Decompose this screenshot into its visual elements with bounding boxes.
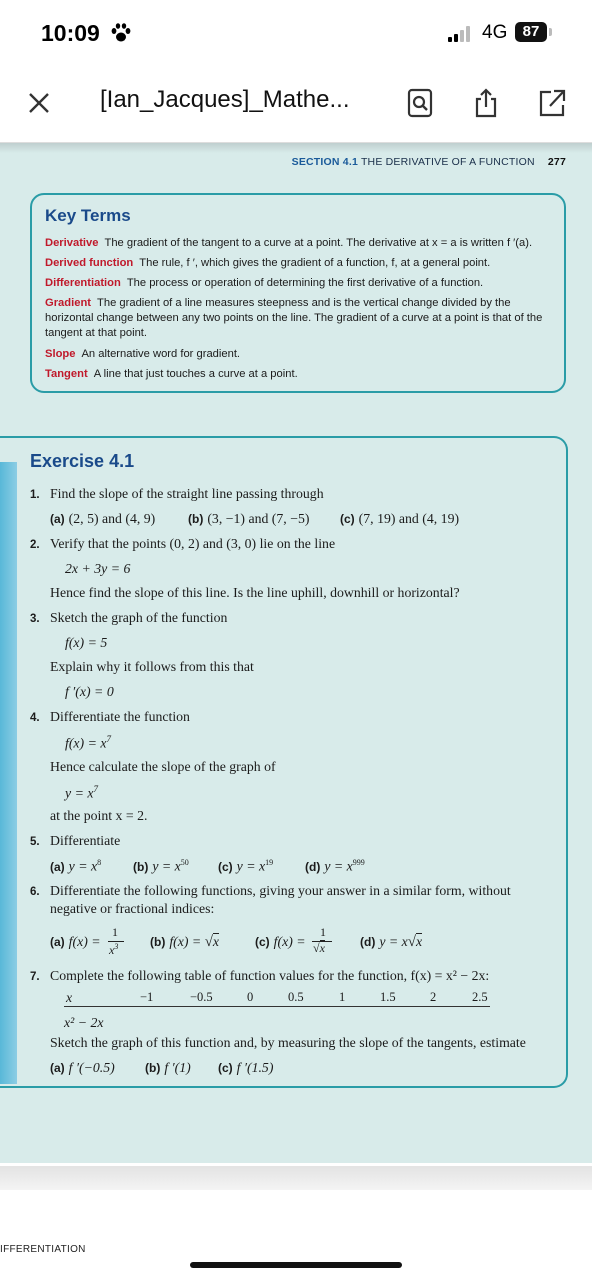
radicand: x [416, 934, 423, 949]
question-text: Explain why it follows from this that [50, 659, 254, 674]
home-indicator[interactable] [190, 1262, 402, 1268]
document-title: [Ian_Jacques]_Mathe... [100, 86, 350, 113]
table-cell: 0.5 [288, 990, 304, 1004]
key-term-row [45, 367, 557, 382]
question-number: 6. [30, 886, 40, 898]
key-term-definition: The gradient of the tangent to a curve at a point. The derivative at x = a is written f ′(a). [104, 237, 533, 249]
part-text: f(x) = [169, 934, 202, 949]
question-text: Complete the following table of function values for the function, f(x) = x² − 2x: [50, 968, 490, 983]
part-label: (b) [133, 859, 149, 874]
question-part [133, 858, 189, 875]
part-text: y = x [236, 858, 266, 874]
section-number: SECTION 4.1 [291, 156, 358, 168]
denominator-exponent: 3 [114, 942, 119, 951]
equation-base: y = x [65, 785, 94, 801]
equation: f(x) = 5 [65, 635, 108, 650]
question-part [188, 511, 309, 527]
part-label: (b) [150, 935, 166, 949]
question-text: Differentiate the function [50, 709, 190, 724]
key-term-label: Derived function [45, 257, 134, 269]
key-term-row [45, 256, 557, 271]
part-text: y = x [152, 858, 181, 874]
table-cell: −0.5 [190, 990, 213, 1004]
part-text: f ′(1) [164, 1060, 191, 1075]
part-label: (a) [50, 935, 65, 949]
key-term-definition: An alternative word for gradient. [81, 348, 241, 360]
signal-icon [446, 24, 476, 44]
fraction-numerator: 1 [112, 925, 118, 939]
key-term-row [45, 236, 557, 251]
table-cell: 1 [339, 990, 346, 1004]
table-cell: 0 [247, 990, 254, 1004]
question-number: 2. [30, 539, 40, 551]
part-text: y = x [379, 934, 408, 949]
table-cell: 2 [430, 990, 437, 1004]
sqrt-symbol: √ [407, 934, 417, 950]
key-term-definition: The rule, f ′, which gives the gradient of a function, f, at a general point. [139, 257, 491, 269]
page-number: 277 [547, 156, 566, 168]
question-text: Hence calculate the slope of the graph of [50, 759, 276, 774]
key-term-definition: A line that just touches a curve at a point. [93, 368, 298, 380]
equation: f ′(x) = 0 [65, 684, 114, 699]
page-shadow [0, 143, 592, 153]
question-part [255, 934, 306, 950]
question-text: Find the slope of the straight line passing through [50, 486, 324, 501]
part-exponent: 50 [180, 858, 189, 867]
next-page-header: IFFERENTIATION [0, 1244, 86, 1255]
question-number: 4. [30, 712, 40, 724]
part-label: (a) [50, 859, 65, 874]
question-part [50, 858, 101, 875]
share-icon[interactable] [472, 88, 500, 118]
part-exponent: 19 [265, 858, 274, 867]
question-part [150, 934, 219, 951]
table-cell: −1 [140, 990, 154, 1004]
battery-icon: 87 [515, 22, 547, 42]
part-text: (2, 5) and (4, 9) [68, 511, 156, 526]
question-text: at the point x = 2. [50, 808, 148, 823]
part-label: (c) [218, 1061, 233, 1075]
part-label: (c) [218, 859, 233, 874]
part-text: f ′(−0.5) [68, 1060, 115, 1075]
page-gap [0, 1166, 592, 1190]
question-text: Differentiate [50, 833, 121, 848]
question-number: 1. [30, 489, 40, 501]
equation [65, 784, 98, 802]
key-term-row [45, 276, 557, 291]
equation-exponent: 7 [106, 734, 111, 744]
part-label: (b) [188, 512, 204, 526]
paw-icon [110, 22, 132, 44]
question-part [50, 934, 101, 950]
key-term-definition: The gradient of a line measures steepness and is the vertical change divided by the horizontal change between any two points on the line. The gradient of a curve at a point is that of the tangent at that point. [45, 297, 543, 339]
section-heading: THE DERIVATIVE OF A FUNCTION [360, 156, 535, 168]
part-text: (3, −1) and (7, −5) [207, 511, 310, 526]
table-row-label: x [66, 990, 73, 1005]
exercise-title: Exercise 4.1 [30, 451, 135, 471]
table-row-label: x² − 2x [64, 1015, 104, 1030]
part-label: (b) [145, 1061, 161, 1075]
fraction-denominator [313, 941, 325, 956]
status-time: 10:09 [41, 20, 100, 46]
key-term-label: Differentiation [45, 277, 121, 289]
question-part [50, 1060, 115, 1076]
equation-base: f(x) = x [65, 735, 107, 751]
part-exponent: 8 [97, 858, 102, 867]
part-label: (c) [255, 935, 270, 949]
question-part [218, 1060, 273, 1076]
question-text: Sketch the graph of this function and, by measuring the slope of the tangents, estimate [50, 1035, 526, 1050]
part-text: f ′(1.5) [236, 1060, 274, 1075]
equation [65, 734, 111, 752]
question-number: 5. [30, 836, 40, 848]
question-text: Sketch the graph of the function [50, 610, 228, 625]
search-document-icon[interactable] [406, 88, 434, 118]
question-part [50, 511, 155, 527]
key-term-label: Gradient [45, 297, 92, 309]
key-term-label: Derivative [45, 237, 99, 249]
close-icon[interactable] [26, 90, 52, 116]
table-cell: 1.5 [380, 990, 396, 1004]
question-number: 7. [30, 971, 40, 983]
key-term-definition: The process or operation of determining the first derivative of a function. [126, 277, 484, 289]
part-label: (a) [50, 1061, 65, 1075]
key-terms-title: Key Terms [45, 206, 131, 225]
status-bar [0, 0, 592, 68]
part-label: (d) [360, 935, 376, 949]
question-part [305, 858, 365, 875]
question-part [145, 1060, 191, 1076]
fraction-numerator: 1 [320, 925, 326, 939]
key-term-row [45, 296, 557, 341]
battery-tip [549, 28, 552, 36]
radicand: x [319, 941, 325, 955]
open-external-icon[interactable] [538, 88, 566, 118]
part-text: y = x [68, 858, 98, 874]
question-part [360, 934, 422, 951]
equation-exponent: 7 [93, 784, 98, 794]
question-text: Hence find the slope of this line. Is the line uphill, downhill or horizontal? [50, 585, 460, 600]
part-text: (7, 19) and (4, 19) [358, 511, 460, 526]
question-text: Verify that the points (0, 2) and (3, 0) lie on the line [50, 536, 336, 551]
question-part [340, 511, 459, 527]
sqrt-symbol: √ [313, 941, 320, 955]
question-text: Differentiate the following functions, giving your answer in a similar form, without [50, 883, 511, 898]
question-part [218, 858, 273, 875]
part-exponent: 999 [352, 858, 365, 867]
exercise-sidebar-stripe [0, 462, 17, 1084]
section-header [292, 156, 566, 168]
key-term-label: Tangent [45, 368, 88, 380]
equation: 2x + 3y = 6 [65, 561, 131, 576]
part-text: f(x) = [273, 934, 306, 949]
key-term-label: Slope [45, 348, 76, 360]
question-number: 3. [30, 613, 40, 625]
fraction-denominator [109, 942, 118, 958]
key-term-row [45, 347, 557, 362]
radicand: x [212, 934, 220, 949]
part-label: (d) [305, 859, 321, 874]
sqrt-symbol: √ [204, 934, 213, 950]
table-divider [64, 1006, 490, 1007]
network-type: 4G [482, 22, 508, 43]
part-text: f(x) = [68, 934, 101, 949]
part-label: (a) [50, 512, 65, 526]
denominator-base: x [109, 943, 115, 957]
table-cell: 2.5 [472, 990, 488, 1004]
part-label: (c) [340, 512, 355, 526]
part-text: y = x [324, 858, 353, 874]
question-text: negative or fractional indices: [50, 901, 215, 916]
